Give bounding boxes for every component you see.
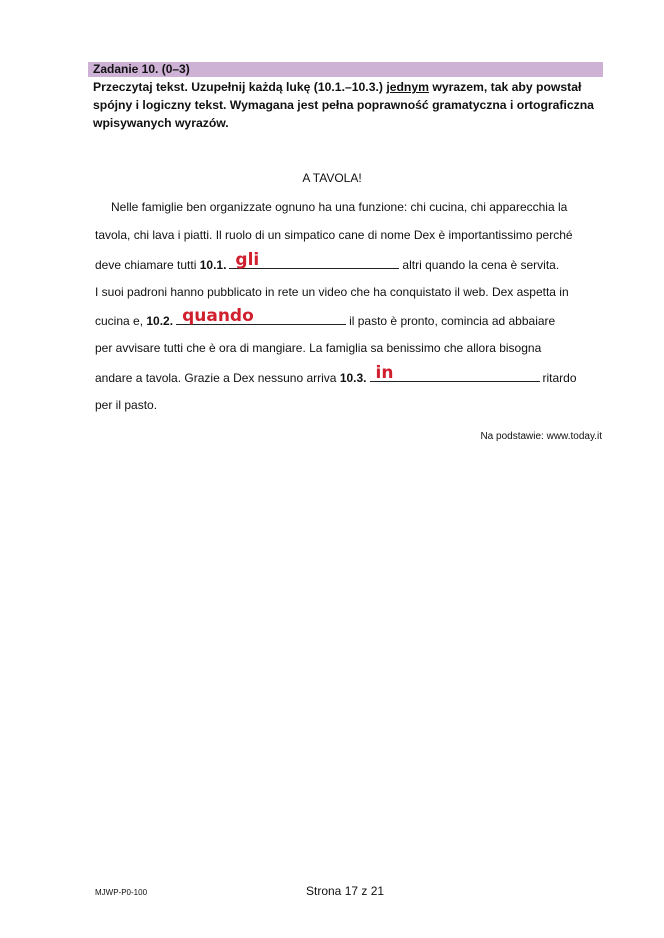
gap-10-2-field[interactable]	[176, 306, 346, 326]
emphasized-word: jednym	[386, 80, 429, 94]
text-line-7: andare a tavola. Grazie a Dex nessuno arriva 10.3. in ritardo	[95, 363, 577, 385]
text-line-5: cucina e, 10.2. quando il pasto è pronto, comincia ad abbaiare	[95, 306, 556, 328]
gap-number-10-2: 10.2.	[146, 314, 174, 328]
gap-10-2-answer: quando	[182, 306, 254, 326]
task-instructions	[93, 78, 608, 132]
gap-10-1-field[interactable]	[229, 250, 399, 270]
source-citation: Na podstawie: www.today.it	[480, 431, 602, 442]
text-line-6: per avvisare tutti che è ora di mangiare. La famiglia sa benissimo che allora bisogna	[95, 341, 542, 355]
gap-number-10-3: 10.3.	[339, 371, 367, 385]
text-line-1: Nelle famiglie ben organizzate ognuno ha una funzione: chi cucina, chi apparecchia la	[111, 200, 568, 214]
instructions-line-2: spójny i logiczny tekst. Wymagana jest pełna poprawność gramatyczna i ortograficzna	[93, 98, 594, 112]
task-header-bar	[88, 62, 603, 77]
text-line-8: per il pasto.	[95, 398, 158, 412]
instructions-line-3: wpisywanych wyrazów.	[93, 116, 229, 130]
gap-number-10-1: 10.1.	[199, 258, 227, 272]
page-number: Strona 17 z 21	[306, 884, 385, 898]
task-title: Zadanie 10. (0–3)	[93, 62, 190, 76]
text-line-3: deve chiamare tutti 10.1. gli altri quando la cena è servita.	[95, 250, 560, 272]
instructions-line-1: Przeczytaj tekst. Uzupełnij każdą lukę (10.1.–10.3.) jednym wyrazem, tak aby powstał	[93, 80, 582, 94]
text-line-4: I suoi padroni hanno pubblicato in rete un video che ha conquistato il web. Dex aspetta in	[95, 285, 569, 299]
exam-code: MJWP-P0-100	[95, 888, 148, 897]
text-title: A TAVOLA!	[302, 171, 362, 185]
text-line-2: tavola, chi lava i piatti. Il ruolo di un simpatico cane di nome Dex è importantissimo perché	[95, 228, 573, 242]
gap-10-1-answer: gli	[235, 250, 260, 270]
gap-10-3-field[interactable]	[370, 363, 540, 383]
gap-10-3-answer: in	[375, 363, 394, 383]
